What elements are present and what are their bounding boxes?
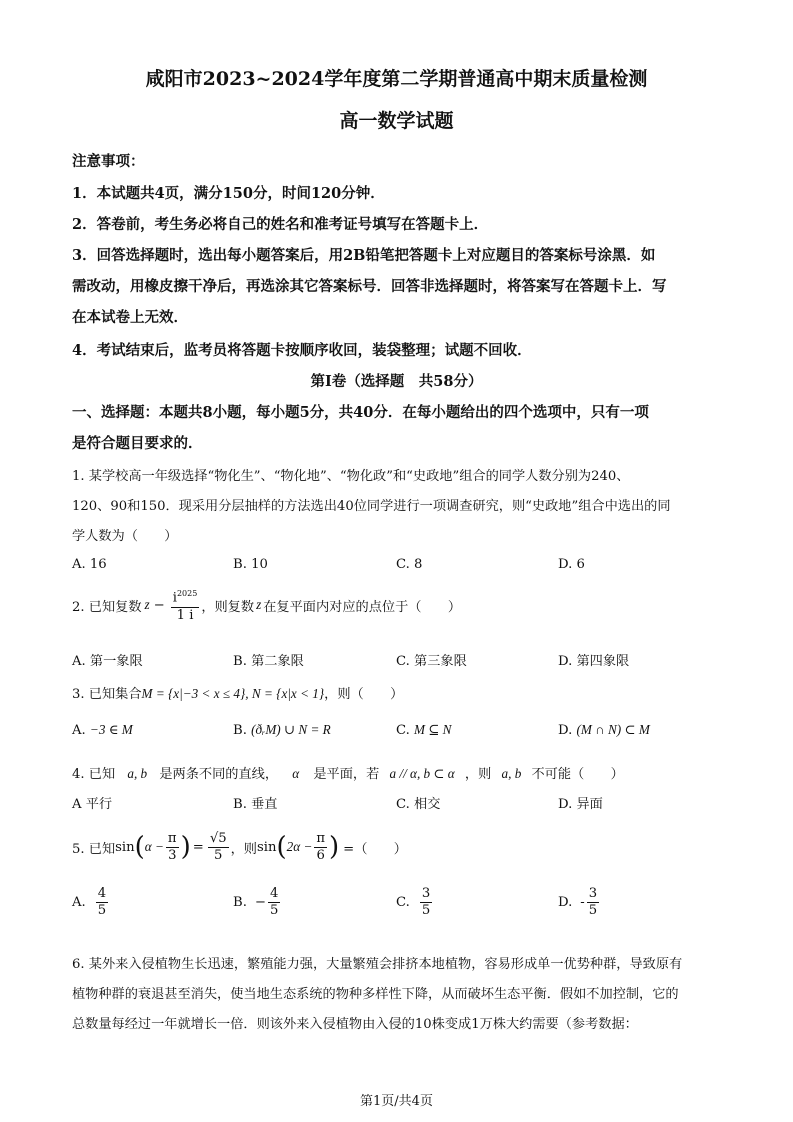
q3-a-expr: −3 ∈ M xyxy=(89,722,133,737)
q2-option-b: B. 第二象限 xyxy=(233,654,304,669)
q5-d-num: 3 xyxy=(588,886,598,901)
q6-line1: 6. 某外来入侵植物生长迅速，繁殖能力强，大量繁殖会排挤本地植物，容易形成单一优势种群，导致原有 xyxy=(72,957,683,972)
q2-var-z2: z xyxy=(256,597,262,612)
q5-a-den: 5 xyxy=(97,903,107,918)
q5-option-b xyxy=(233,886,282,919)
section-heading-line2: 是符合题目要求的． xyxy=(72,435,203,452)
q4-pre: 4. 已知 xyxy=(72,767,116,782)
q4-t4: 不可能（ ） xyxy=(531,767,624,782)
q4-ab2: a, b xyxy=(501,766,522,781)
q2-stem xyxy=(72,585,461,625)
q5-b-den: 5 xyxy=(269,903,279,918)
exam-subtitle: 高一数学试题 xyxy=(339,110,454,132)
note-3-line2: 需改动，用橡皮擦干净后，再选涂其它答案标号．回答非选择题时，将答案写在答题卡上．写 xyxy=(72,278,667,295)
q2-option-d: D. 第四象限 xyxy=(558,654,630,669)
q5-b-label: B. xyxy=(233,895,247,910)
q2-option-a: A. 第一象限 xyxy=(72,654,143,669)
q5-three: 3 xyxy=(168,847,177,863)
notes-heading: 注意事项： xyxy=(72,153,145,170)
q3-option-a xyxy=(72,722,133,738)
q4-option-c: C. 相交 xyxy=(396,797,441,812)
q4-t1: 是两条不同的直线， xyxy=(159,767,279,782)
note-3-line3: 在本试卷上无效． xyxy=(72,309,188,326)
q5-mid: ，则 xyxy=(230,841,257,857)
q5-six: 6 xyxy=(316,847,325,863)
q2-exp: 2025 xyxy=(176,589,198,599)
q2-var-z: z xyxy=(144,597,150,612)
q3-stem xyxy=(72,683,403,702)
q2-num: i xyxy=(172,590,177,606)
q3-option-c xyxy=(396,722,451,738)
note-1: 1．本试题共4页，满分150分，时间120分钟． xyxy=(72,185,385,202)
q5-pi-over-6: $\frac{\pi}{6}$ xyxy=(316,830,326,863)
section-heading-line1: 一、选择题：本题共8小题，每小题5分，共40分．在每小题给出的四个选项中，只有一项 xyxy=(72,404,649,421)
q3-option-d xyxy=(558,722,650,738)
q1-option-d: D. 6 xyxy=(558,557,585,572)
q3-b-expr: (ðᵣM) ∪ N = R xyxy=(251,722,331,737)
q5-option-d xyxy=(558,886,601,919)
q2-option-c: C. 第三象限 xyxy=(396,654,467,669)
q5-a-num: 4 xyxy=(97,886,107,901)
q2-mid: ，则复数 xyxy=(201,599,255,615)
q6-line2: 植物种群的衰退甚至消失，使当地生态系统的物种多样性下降，从而破坏生态平衡．假如不加控制，它的 xyxy=(72,987,679,1002)
q1-line1: 1. 某学校高一年级选择“物化生”、“物化地”、“物化政”和“史政地”组合的同学人数分别为240、 xyxy=(72,469,630,484)
q3-post: ，则（ ） xyxy=(324,687,404,702)
q3-b-label: B. xyxy=(233,723,247,738)
q1-option-c: C. 8 xyxy=(396,557,423,572)
page-number: 第1页/共4页 xyxy=(360,1094,433,1109)
q6-line3: 总数量每经过一年就增长一倍．则该外来入侵植物由入侵的10株变成1万株大约需要（参考数据： xyxy=(72,1017,638,1032)
q5-d-den: 5 xyxy=(588,903,598,918)
part1-title: 第Ⅰ卷（选择题 共58分） xyxy=(310,373,483,390)
q3-option-b xyxy=(233,722,331,738)
q3-c-expr: M ⊆ N xyxy=(414,722,452,737)
q5-option-a xyxy=(72,886,110,919)
q5-d-sign: - xyxy=(580,895,585,910)
q1-option-b: B. 10 xyxy=(233,557,268,572)
q5-sqrt5: √5 xyxy=(209,830,227,846)
q2-op: − xyxy=(153,597,165,613)
q3-d-expr: (M ∩ N) ⊂ M xyxy=(576,722,650,737)
q5-post: =（ ） xyxy=(343,841,407,857)
q2-post: 在复平面内对应的点位于（ ） xyxy=(263,599,462,615)
q4-ab: a, b xyxy=(127,766,148,781)
q5-option-c xyxy=(396,886,434,919)
exam-title: 咸阳市2023~2024学年度第二学期普通高中期末质量检测 xyxy=(145,68,648,90)
q4-option-b: B. 垂直 xyxy=(233,797,278,812)
q5-sin2: sin xyxy=(256,839,277,855)
note-2: 2．答卷前，考生务必将自己的姓名和准考证号填写在答题卡上． xyxy=(72,216,489,233)
q4-t2: 是平面，若 xyxy=(313,767,380,782)
q4-cond: a // α, b ⊂ α xyxy=(389,766,455,781)
q3-c-label: C. xyxy=(396,723,410,738)
q5-pi: π xyxy=(167,830,177,846)
q3-sets: M = {x|−3 < x ≤ 4}, N = {x|x < 1} xyxy=(141,686,325,701)
q2-pre: 2. 已知复数 xyxy=(72,599,142,615)
q2-fraction xyxy=(171,586,200,623)
q5-arg2: 2α − xyxy=(286,839,313,854)
q1-line2: 120、90和150．现采用分层抽样的方法选出40位同学进行一项调查研究，则“史政地”组合中选出的同 xyxy=(72,499,671,514)
q5-d-label: D. xyxy=(558,895,573,910)
q4-t3: ，则 xyxy=(464,767,492,782)
q3-d-label: D. xyxy=(558,723,573,738)
q4-stem xyxy=(72,763,624,782)
q5-arg1: α − xyxy=(144,839,164,854)
note-4: 4．考试结束后，监考员将答题卡按顺序收回，装袋整理；试题不回收． xyxy=(72,342,532,359)
q4-alpha: α xyxy=(292,766,300,781)
q2-den: 1 i xyxy=(176,607,194,623)
q5-pre: 5. 已知 xyxy=(72,841,116,857)
q5-sin1: sin xyxy=(115,839,135,855)
q5-five: 5 xyxy=(214,847,223,863)
q5-b-sign: − xyxy=(254,895,266,910)
q5-stem: 5. 已知 sin ( α − $\frac{\pi}{3}$ ) = $\frac{√5}{5}$ ，则 sin ( 2α − $\frac{\pi}{6}$ ) =（ ） xyxy=(72,830,407,863)
q5-c-label: C. xyxy=(396,895,410,910)
q1-option-a: A. 16 xyxy=(72,557,107,572)
q5-sqrt5-over-5 xyxy=(208,831,229,864)
q5-c-num: 3 xyxy=(421,886,431,901)
q5-a-label: A. xyxy=(72,895,86,910)
q5-c-den: 5 xyxy=(421,903,431,918)
q5-pi-over-3 xyxy=(166,831,179,864)
q3-pre: 3. 已知集合 xyxy=(72,687,142,702)
q1-line3: 学人数为（ ） xyxy=(72,529,178,544)
q5-eq: = xyxy=(192,839,204,855)
q5-b-num: 4 xyxy=(269,886,279,901)
q4-option-d: D. 异面 xyxy=(558,797,603,812)
q3-a-label: A. xyxy=(72,723,86,738)
q4-option-a: A 平行 xyxy=(72,797,113,812)
note-3-line1: 3．回答选择题时，选出每小题答案后，用2B铅笔把答题卡上对应题目的答案标号涂黑．如 xyxy=(72,247,656,264)
